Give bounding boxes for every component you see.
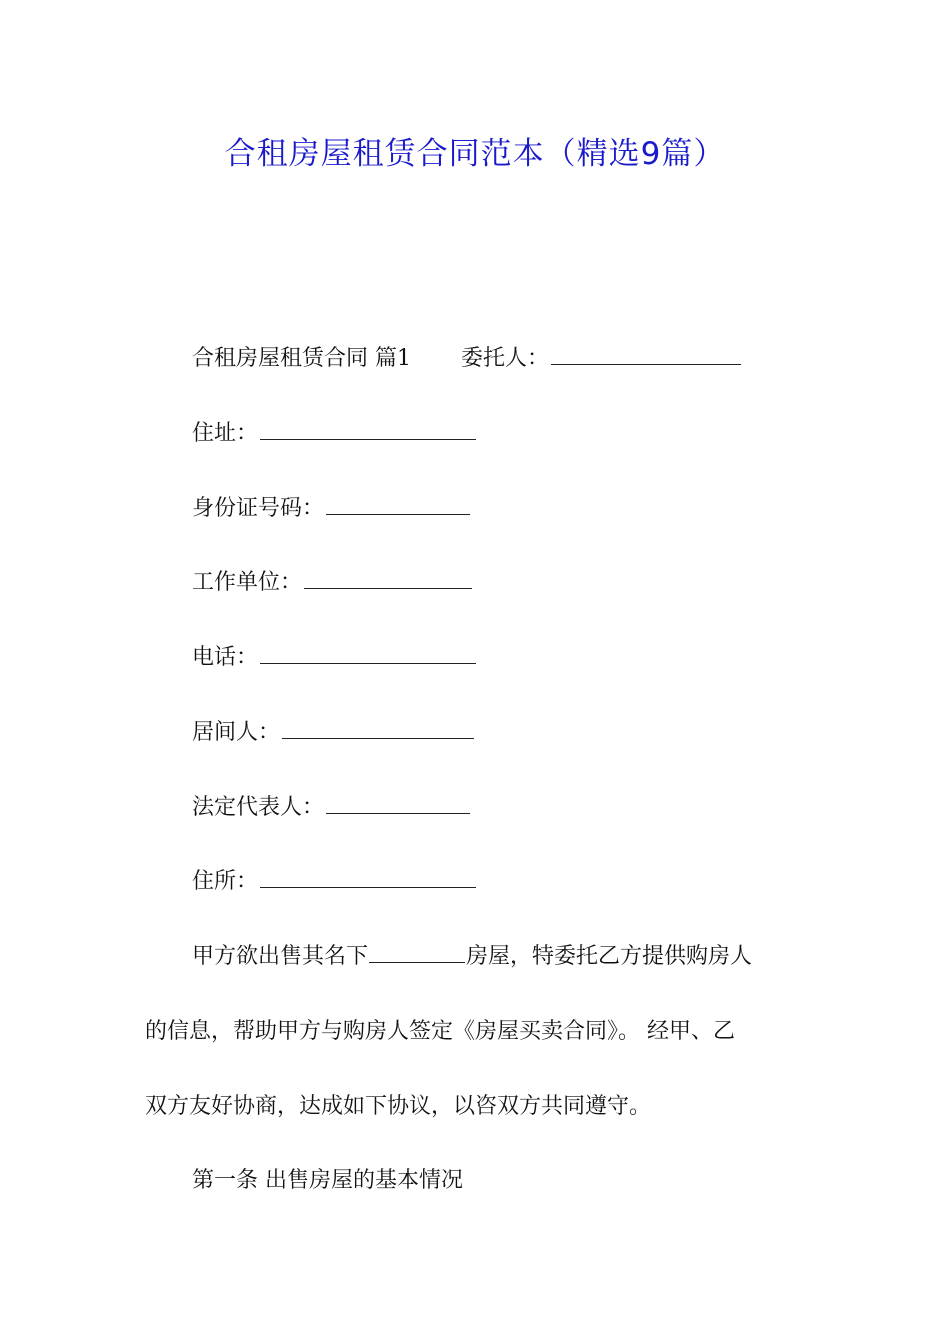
address-blank[interactable] <box>260 419 476 440</box>
client-label: 委托人： <box>461 346 550 371</box>
field-label: 居间人： <box>192 720 281 745</box>
intermediary-blank[interactable] <box>282 718 474 739</box>
field-label: 住址： <box>192 421 259 446</box>
contract-heading-line <box>192 344 741 374</box>
document-title: 合租房屋租赁合同范本（精选9篇） <box>224 136 726 172</box>
article-heading: 第一条 出售房屋的基本情况 <box>192 1168 463 1193</box>
field-label: 工作单位： <box>192 570 303 595</box>
paragraph-line-2: 的信息，帮助甲方与购房人签定《房屋买卖合同》。 经甲、乙 <box>145 1019 735 1044</box>
field-label: 身份证号码： <box>192 496 325 521</box>
field-employer <box>192 568 472 598</box>
field-legal-rep <box>192 793 470 823</box>
property-blank[interactable] <box>369 942 465 963</box>
employer-blank[interactable] <box>304 568 472 589</box>
legal-rep-blank[interactable] <box>326 793 470 814</box>
field-residence <box>192 867 476 897</box>
phone-blank[interactable] <box>260 643 476 664</box>
paragraph-text: 甲方欲出售其名下 <box>192 944 369 969</box>
paragraph-line-1 <box>192 942 752 972</box>
field-label: 电话： <box>192 645 259 670</box>
id-number-blank[interactable] <box>326 494 470 515</box>
field-phone <box>192 643 476 673</box>
field-address <box>192 419 476 449</box>
paragraph-text: 房屋，特委托乙方提供购房人 <box>466 944 753 969</box>
contract-heading: 合租房屋租赁合同 篇1 <box>192 346 411 371</box>
field-label: 法定代表人： <box>192 795 325 820</box>
field-id-number <box>192 494 470 524</box>
paragraph-line-3: 双方友好协商，达成如下协议，以咨双方共同遵守。 <box>145 1094 652 1119</box>
field-intermediary <box>192 718 474 748</box>
client-blank[interactable] <box>551 344 741 365</box>
residence-blank[interactable] <box>260 867 476 888</box>
field-label: 住所： <box>192 869 259 894</box>
